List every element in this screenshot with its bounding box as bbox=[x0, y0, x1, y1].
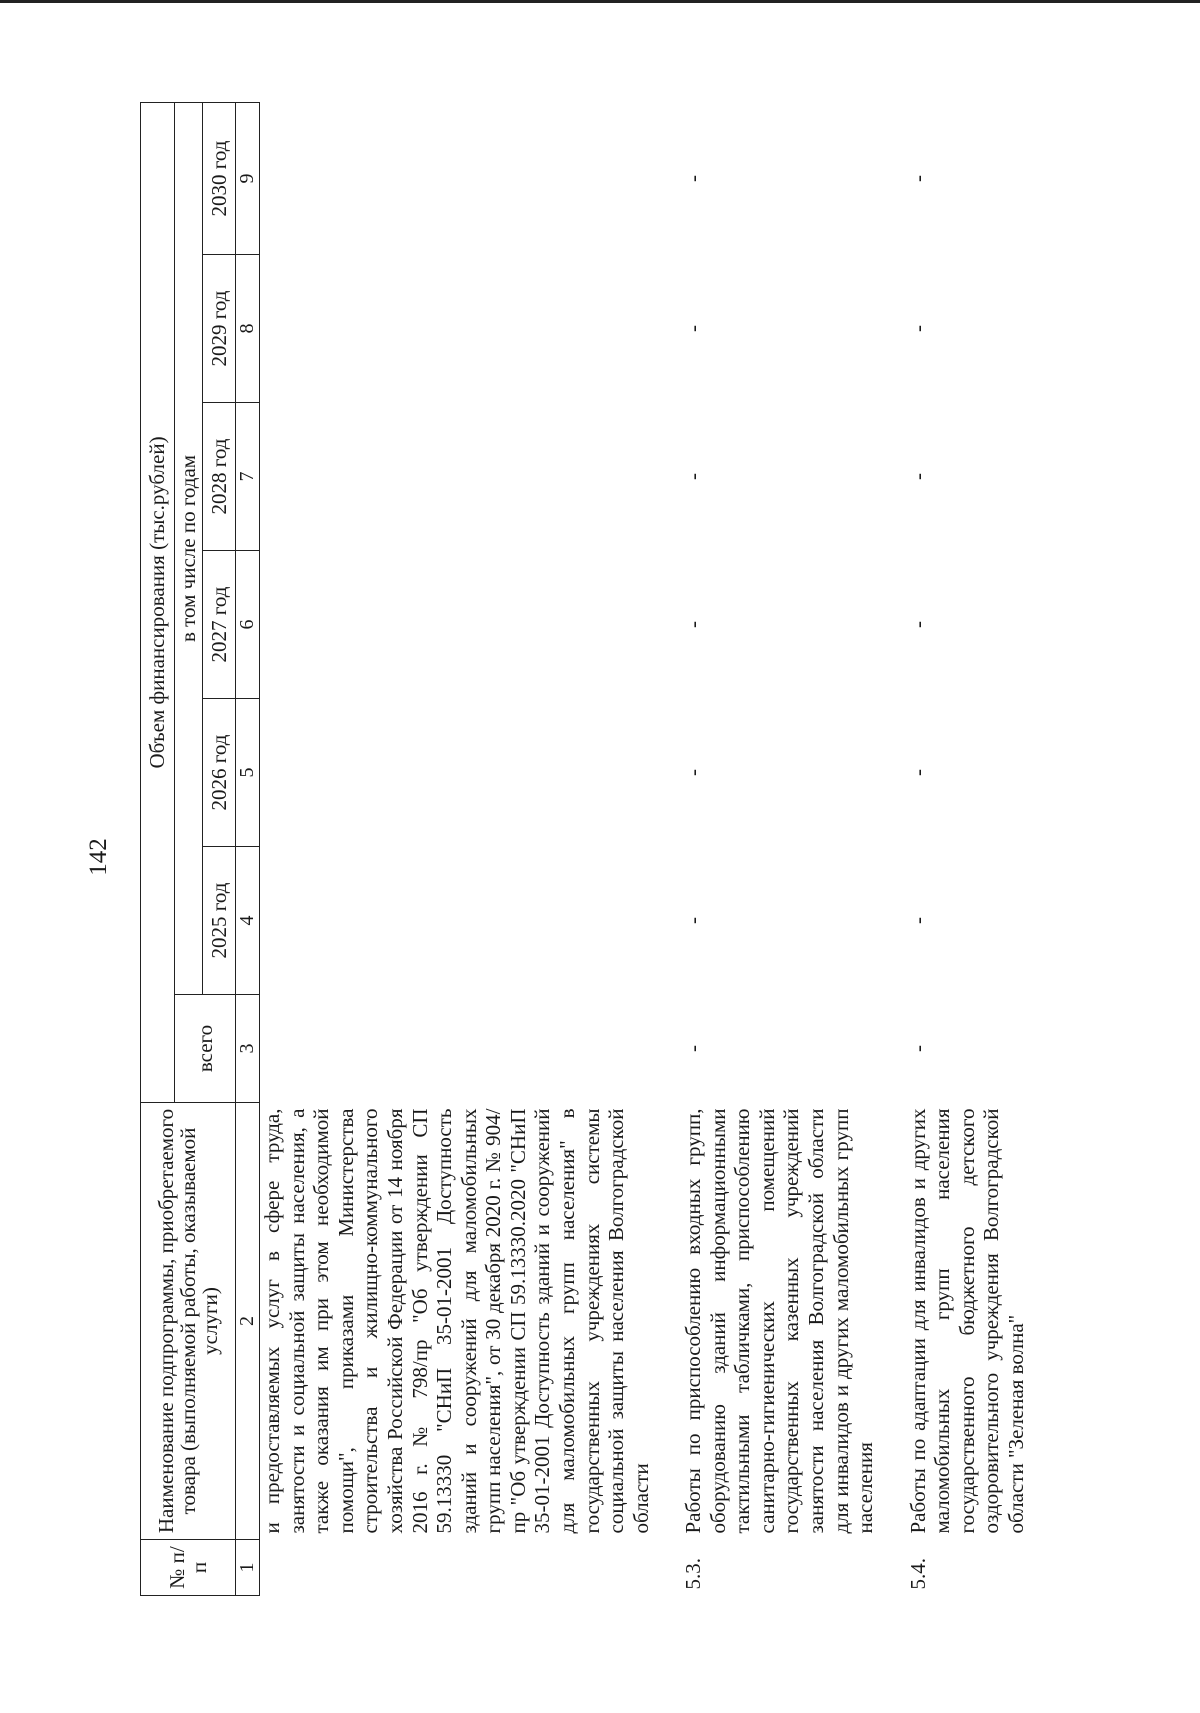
column-number: 6 bbox=[236, 551, 260, 699]
table-row bbox=[906, 102, 1029, 1595]
row-total: - bbox=[681, 1045, 706, 1052]
header-year: 2026 год bbox=[203, 699, 236, 847]
header-funding: Объем финансирования (тыс.рублей) bbox=[141, 102, 175, 1102]
row-value: - bbox=[905, 473, 930, 480]
row-value: - bbox=[681, 621, 706, 628]
header-year: 2028 год bbox=[203, 403, 236, 551]
header-by-years: в том числе по годам bbox=[175, 102, 203, 994]
row-number: 5.4. bbox=[905, 1558, 930, 1590]
table-row bbox=[681, 102, 878, 1595]
column-number: 9 bbox=[236, 102, 260, 254]
header-year: 2029 год bbox=[203, 255, 236, 403]
column-number: 3 bbox=[236, 995, 260, 1103]
row-value bbox=[260, 102, 654, 254]
row-number: 5.3. bbox=[681, 1558, 706, 1590]
funding-table bbox=[140, 102, 1029, 1596]
column-number: 2 bbox=[236, 1103, 260, 1540]
row-number bbox=[260, 1540, 654, 1596]
row-total bbox=[260, 995, 654, 1103]
row-value: - bbox=[905, 769, 930, 776]
page-number: 142 bbox=[85, 838, 112, 876]
row-value: - bbox=[681, 325, 706, 332]
row-name: и предоставляемых услуг в сфере труда, занятости и социальной защиты населения, а также оказания им при этом необходимой помощи", приказами Министерства строительства и жилищно-коммунального хозяйства Российской Федерации от 14 ноября 2016 г. № 798/пр "Об утверждении СП 59.13330 "СНиП 35-01-2001 Доступность зданий и сооружений для маломобильных групп населения", от 30 декабря 2020 г. № 904/пр "Об утверждении СП 59.13330.2020 "СНиП 35-01-2001 Доступность зданий и сооружений для маломобильных групп населения" в государственных учреждениях системы социальной защиты населения Волгоградской области bbox=[260, 1108, 653, 1534]
row-total: - bbox=[905, 1045, 930, 1052]
column-number: 7 bbox=[236, 403, 260, 551]
column-number: 8 bbox=[236, 255, 260, 403]
row-value: - bbox=[905, 621, 930, 628]
column-number: 5 bbox=[236, 699, 260, 847]
row-value: - bbox=[681, 174, 706, 182]
header-no: № п/п bbox=[141, 1540, 236, 1596]
row-value: - bbox=[905, 174, 930, 182]
header-year: 2027 год bbox=[203, 551, 236, 699]
header-year: 2025 год bbox=[203, 847, 236, 995]
column-number: 4 bbox=[236, 847, 260, 995]
row-value: - bbox=[681, 473, 706, 480]
row-value: - bbox=[681, 769, 706, 776]
column-number: 1 bbox=[236, 1540, 260, 1596]
row-value: - bbox=[905, 325, 930, 332]
row-name: Работы по адаптации для инвалидов и других маломобильных групп населения государственного бюджетного детского оздоровительного учреждения Волгоградской области "Зеленая волна" bbox=[905, 1108, 1028, 1534]
row-value: - bbox=[681, 917, 706, 924]
row-value bbox=[260, 255, 654, 403]
header-total: всего bbox=[175, 995, 236, 1103]
row-name: Работы по приспособлению входных групп, оборудованию зданий информационными тактильными табличками, приспособлению санитарно-гигиенических помещений государственных казенных учреждений занятости населения Волгоградской области для инвалидов и других маломобильных групп населения bbox=[681, 1108, 878, 1534]
header-year: 2030 год bbox=[203, 102, 236, 254]
row-value bbox=[260, 847, 654, 995]
table-row bbox=[260, 102, 654, 1595]
row-value bbox=[260, 551, 654, 699]
row-value bbox=[260, 403, 654, 551]
row-value: - bbox=[905, 917, 930, 924]
row-value bbox=[260, 699, 654, 847]
header-name: Наименование подпрограммы, приобретаемого товара (выполняемой работы, оказываемой услуги) bbox=[141, 1103, 236, 1540]
